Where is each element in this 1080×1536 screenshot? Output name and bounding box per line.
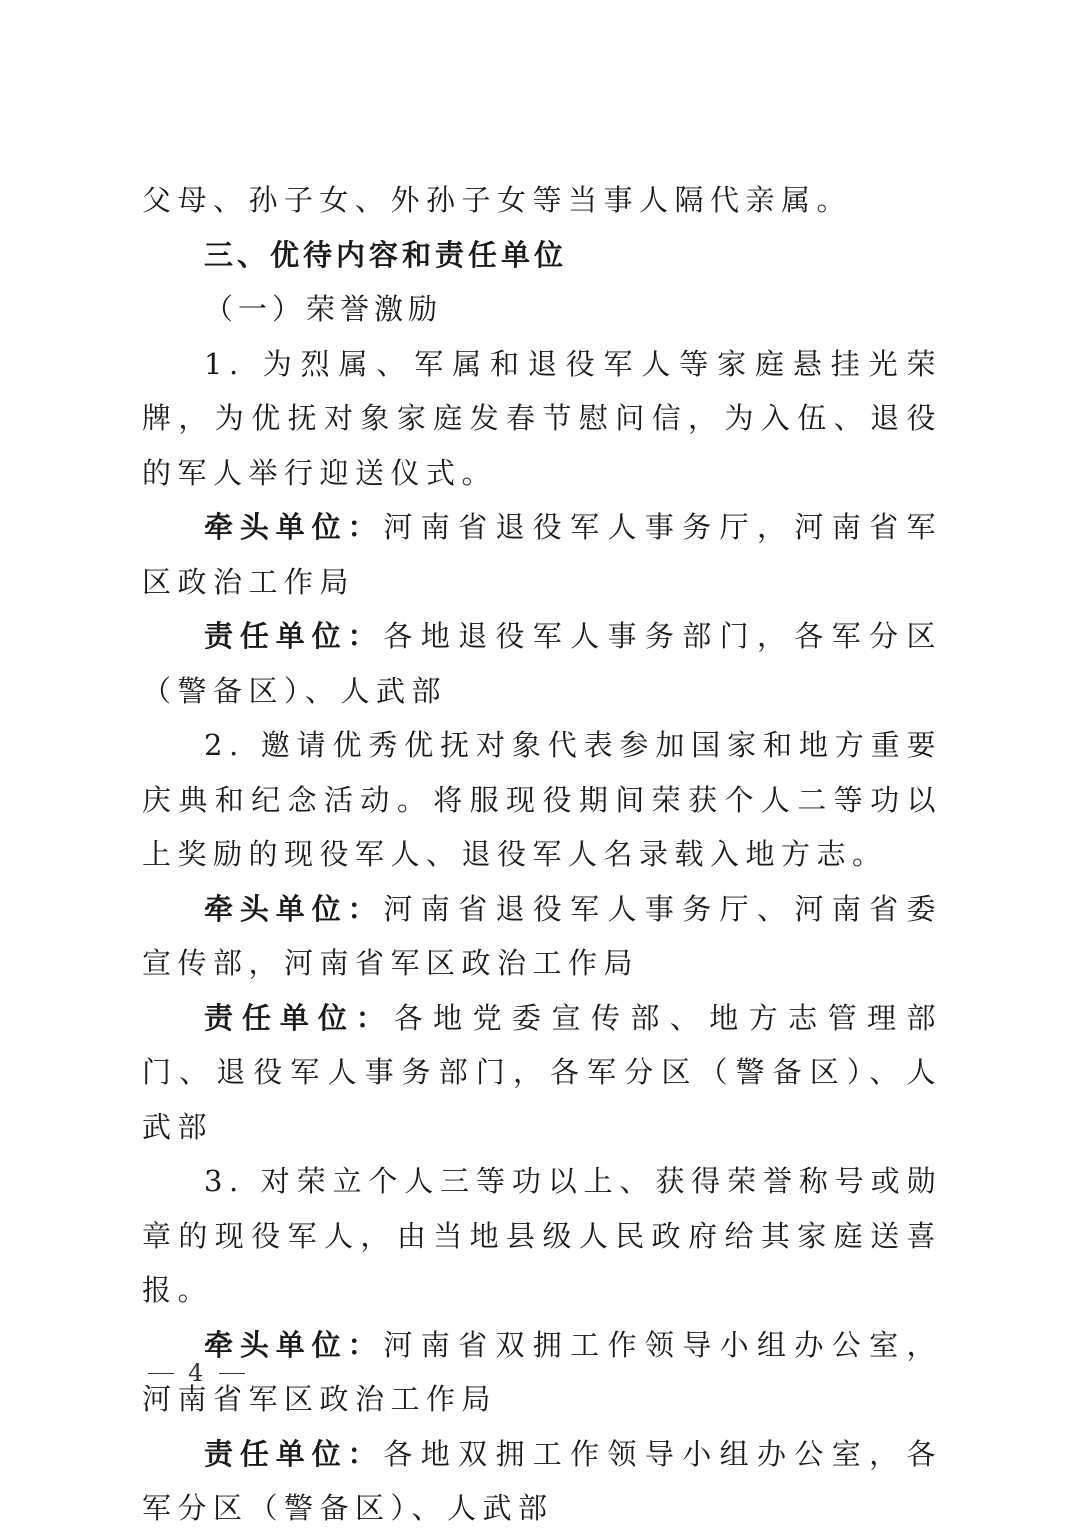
item-1-text: 1. 为烈属、军属和退役军人等家庭悬挂光荣牌，为优抚对象家庭发春节慰问信，为入伍、退役的军人举行迎送仪式。 [142, 346, 942, 490]
document-page [142, 173, 942, 1536]
lead-unit-value: 河南省双拥工作领导小组办公室，河南省军区政治工作局 [142, 1327, 942, 1416]
lead-unit-label: 牵头单位： [204, 510, 384, 544]
item-3-lead [142, 1318, 942, 1427]
item-3-text: 3. 对荣立个人三等功以上、获得荣誉称号或勋章的现役军人，由当地县级人民政府给其家庭送喜报。 [142, 1164, 942, 1307]
responsible-unit-value: 各地双拥工作领导小组办公室，各军分区（警备区）、人武部 [142, 1436, 942, 1525]
footer-dash-right [219, 1373, 245, 1374]
responsible-unit-label: 责任单位： [204, 1436, 384, 1471]
item-1-lead [142, 500, 942, 609]
footer-dash-left [148, 1373, 174, 1374]
continuation-paragraph: 父母、孙子女、外孙子女等当事人隔代亲属。 [142, 183, 853, 217]
responsible-unit-value: 各地退役军人事务部门，各军分区（警备区）、人武部 [142, 619, 942, 708]
subsection-title: （一）荣誉激励 [204, 292, 443, 326]
lead-unit-label: 牵头单位： [204, 1327, 384, 1362]
responsible-unit-value: 各地党委宣传部、地方志管理部门、退役军人事务部门，各军分区（警备区）、人武部 [142, 1000, 942, 1144]
responsible-unit-label: 责任单位： [204, 619, 384, 653]
item-2-lead [142, 882, 942, 991]
responsible-unit-label: 责任单位： [204, 1000, 394, 1035]
item-2-resp [142, 991, 942, 1155]
lead-unit-value: 河南省退役军人事务厅，河南省军区政治工作局 [142, 510, 942, 599]
item-2-text: 2. 邀请优秀优抚对象代表参加国家和地方重要庆典和纪念活动。将服现役期间荣获个人二等功以上奖励的现役军人、退役军人名录载入地方志。 [142, 728, 942, 871]
lead-unit-label: 牵头单位： [204, 891, 384, 926]
section-title: 三、优待内容和责任单位 [204, 237, 568, 272]
lead-unit-value: 河南省退役军人事务厅、河南省委宣传部，河南省军区政治工作局 [142, 891, 942, 980]
item-3-resp [142, 1427, 942, 1536]
page-footer [148, 1359, 245, 1387]
item-1-resp [142, 609, 942, 718]
page-number: 4 [188, 1359, 206, 1387]
